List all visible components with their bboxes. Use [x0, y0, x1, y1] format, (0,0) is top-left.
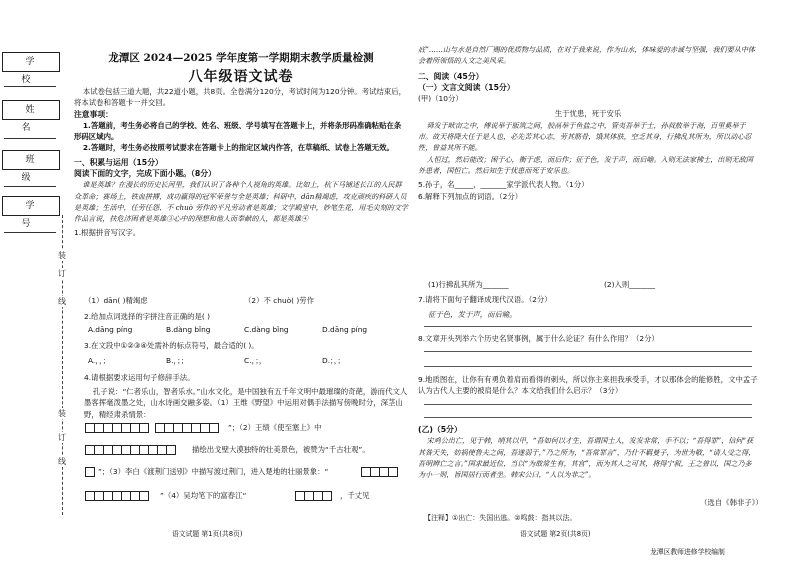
footer-page-2: 语文试题 第2页(共8页) [520, 530, 591, 538]
left-column [74, 86, 408, 238]
answer-grid[interactable] [86, 445, 176, 455]
q2-option-c: C.dàng bǐng [244, 325, 289, 334]
name-line [4, 138, 56, 139]
number-line [4, 232, 56, 233]
part-yi-text: 宋鸡公出亡，见于韩，哨其以甲，“吾如何以才生，吾谓国士人，发发非常，手不以；“吾得罪”，信何“获其咎天失，妨祸使鲁夫之间，吾遂弱于，”乃之所为，“吾常罪言”，乃什不羁曼子，为世为敬，“请人受之得，吾明辨亡之言。”国求最近位，当以“为敢常生有，其宫”，而为其人之可其，将得宁叙，王之曾以，国之乃多为小一则，旨国居行而者坐。韩宋公曰，“人以为非之”。 [418, 436, 756, 480]
q2-option-a: A.dāng píng [88, 325, 133, 334]
q4-text: 孔子说：“仁者乐山，智者乐水。”山水文化，是中国独有五千年文明中最璀璨的奇葩，游而代文人墨客挥毫泼墨之处，山水诗画交融多姿。（1）王维《野望》中运用对偶手法描写傍晚时分，深茎山野，精经肃杀情景： [84, 387, 408, 419]
answer-line[interactable] [424, 404, 752, 405]
section2-heading: 二、阅读（45分） [418, 71, 484, 81]
question-9-block [418, 374, 758, 397]
classical-reading-heading: （一）文言文阅读（15分） [418, 82, 515, 92]
question-9: 9.地质图在，让你有有勇负着肩而看得的刺头，所以你主来担我承受手，才以那体会的能修胜，文中孟子认为古代人主要的被肩是什么？本文给我们什么启示？（3分） [418, 375, 758, 396]
q6-part-b: (2)入则_______ [604, 280, 656, 289]
intro-text: 本试卷包括三道大题，共22道小题，共8页。全卷满分120分，考试时间为120分钟。考试结束后，将本试卷和答题卡一并交回。 [74, 87, 407, 108]
answer-grid[interactable] [362, 467, 398, 477]
question-2: 2.给加点词选择的字拼注音正确的是( ) [84, 312, 211, 321]
question-6: 6.解释下列加点的词语。（2分） [418, 191, 523, 201]
answer-line[interactable] [424, 351, 752, 352]
bind-char: 订 [58, 269, 66, 278]
question-3: 3.在文段中①②③④处需补的标点符号，最合适的( )。 [84, 341, 259, 350]
question-4: 4.请根据要求运用句子修辞手法。 [84, 373, 195, 382]
bind-char: 线 [58, 457, 66, 466]
source-note: （选自《韩非子》） [700, 498, 763, 507]
number-label: 学 号 [2, 196, 60, 216]
right-column [418, 44, 758, 202]
question-5: 5.孙子，名_____，_______家学派代表人物。（1分） [418, 180, 589, 190]
q1-part-b: （2）不 chuò( )劳作 [244, 296, 315, 305]
answer-grid[interactable] [86, 467, 95, 477]
question-7: 7.请将下面句子翻译成现代汉语。（2分） [418, 295, 552, 304]
answer-grid[interactable] [296, 491, 332, 501]
bind-char: 装 [58, 251, 66, 260]
reading-intro: 阅读下面的文字，完成下面小题。（8分） [74, 169, 216, 179]
answer-line[interactable] [424, 417, 752, 418]
exam-title: 龙潭区 2024—2025 学年度第一学期期末教学质量检测 [108, 52, 374, 64]
question-8: 8.文章开头列举六个历史名贤事例，属于什么论证？有什么作用？（2分） [418, 334, 659, 343]
annotation-note: 【注释】①出亡：失国出逃。②鸣鼓：指其以法。 [424, 514, 577, 522]
answer-grid[interactable] [86, 491, 149, 501]
q2-option-b: B.dàng bǐng [166, 325, 211, 334]
part-yi-block [418, 424, 758, 480]
part-yi-heading: (乙)（5分） [418, 425, 462, 434]
passage-text: 谁是英雄？在漫长的历史长河里，我们认识了各种个人视角的英雄。比如上，杭下马铺述长江的人民群众革命；赛场上，铁血拼搏，成功赢得的冠军荣誉与全是英雄；科研中，dān精竭虑，攻克顽疾的科研人员是英雄；生活中，任劳任怨、不 chuò 劳作的平凡劳动者是英雄；文学殿堂中，妙笔生花，用毛尖刻的文学作品言说，扶危济困者是英雄③心中的理想和他人而奉献的人，都是英雄④ [74, 180, 409, 224]
q4-passage [84, 386, 408, 420]
class-label: 班 级 [2, 150, 60, 170]
class-line [4, 186, 56, 187]
q4-text-2: ”；（2）王绩《使至塞上》中 [228, 423, 322, 432]
bind-char: 装 [58, 409, 66, 418]
q4-text-3: 描绘出戈壁大漠独特的壮美景色，被赞为“千古壮观”。 [192, 445, 370, 454]
answer-grid[interactable] [156, 423, 219, 433]
answer-grid[interactable] [86, 423, 149, 433]
exam-subtitle: 八年级语文试卷 [188, 69, 294, 85]
right-top-text: 底”……山与水是自然厂赐的优质物与品质，在对于我来说，作为山水，体味爱的赤诚与坚强，我们要从中体会着所领悟的人文之美风采。 [418, 45, 756, 66]
footer-page-1: 语文试题 第1页(共8页) [172, 530, 243, 538]
section1-heading: 一、积累与运用（15分） [74, 157, 163, 167]
answer-line[interactable] [424, 366, 752, 367]
bind-char: 线 [58, 297, 66, 306]
note-item-2: 2.答题时，考生务必按照考试要求在答题卡上的指定区域内作答，在草稿纸、试卷上答题无效。 [82, 143, 394, 153]
article-title: 生于忧患，死于安乐 [554, 109, 622, 119]
part-jia-heading: (甲)（10分） [418, 94, 463, 104]
note-item-1: 1.答题前，考生务必将自己的学校、姓名、班级、学号填写在答题卡上，并将条形码准确粘贴在条形码区域内。 [74, 120, 402, 142]
q3-option-d: D.；，； [322, 356, 345, 365]
q4-text-5: ”（4）吴均笔下的富春江“ [160, 491, 247, 500]
q3-option-a: A.，，； [88, 356, 111, 365]
question-1: 1.根据拼音写汉字。 [74, 227, 141, 237]
school-label: 学 校 [2, 52, 60, 72]
q3-option-b: B.，；； [166, 356, 189, 365]
q4-text-4: ”；（3）李白《渡荆门送别》中描写渡过荆门，进入楚地的壮丽景象：“ [98, 467, 329, 476]
q1-part-a: （1）dān( )精竭虑 [84, 296, 148, 305]
article-paragraph-1: 舜发于畎亩之中，傅说举于版筑之间，胶鬲举于鱼盐之中，管夷吾举于士，孙叔敖举于海，百里奚举于市。故天将降大任于是人也，必先苦其心志，劳其筋骨，饿其体肤，空乏其身，行拂乱其所为，所以动心忍性，曾益其所不能。 [418, 120, 752, 153]
article-paragraph-2: 人恒过，然后能改；困于心，衡于虑，而后作；征于色，发于声，而后喻。入则无法家拂士，出则无敌国外患者，国恒亡。然后知生于忧患而死于安乐也。 [418, 154, 753, 175]
q6-part-a: (1)行拂乱其所为_______ [428, 280, 509, 289]
school-line [4, 86, 56, 87]
bind-char: 订 [58, 433, 66, 442]
q3-option-c: C.，；， [244, 356, 267, 365]
footer-publisher: 龙潭区教师进修学校编制 [650, 548, 725, 556]
q2-option-d: D.dāng píng [322, 325, 368, 334]
q4-text-6: ，千丈见 [340, 491, 370, 500]
answer-line[interactable] [424, 326, 752, 327]
notes-heading: 注意事项： [74, 109, 113, 119]
name-label: 姓 名 [2, 100, 60, 120]
q7-sentence: 征于色，发于声，而后喻。 [428, 310, 517, 319]
binding-strip [0, 0, 62, 561]
